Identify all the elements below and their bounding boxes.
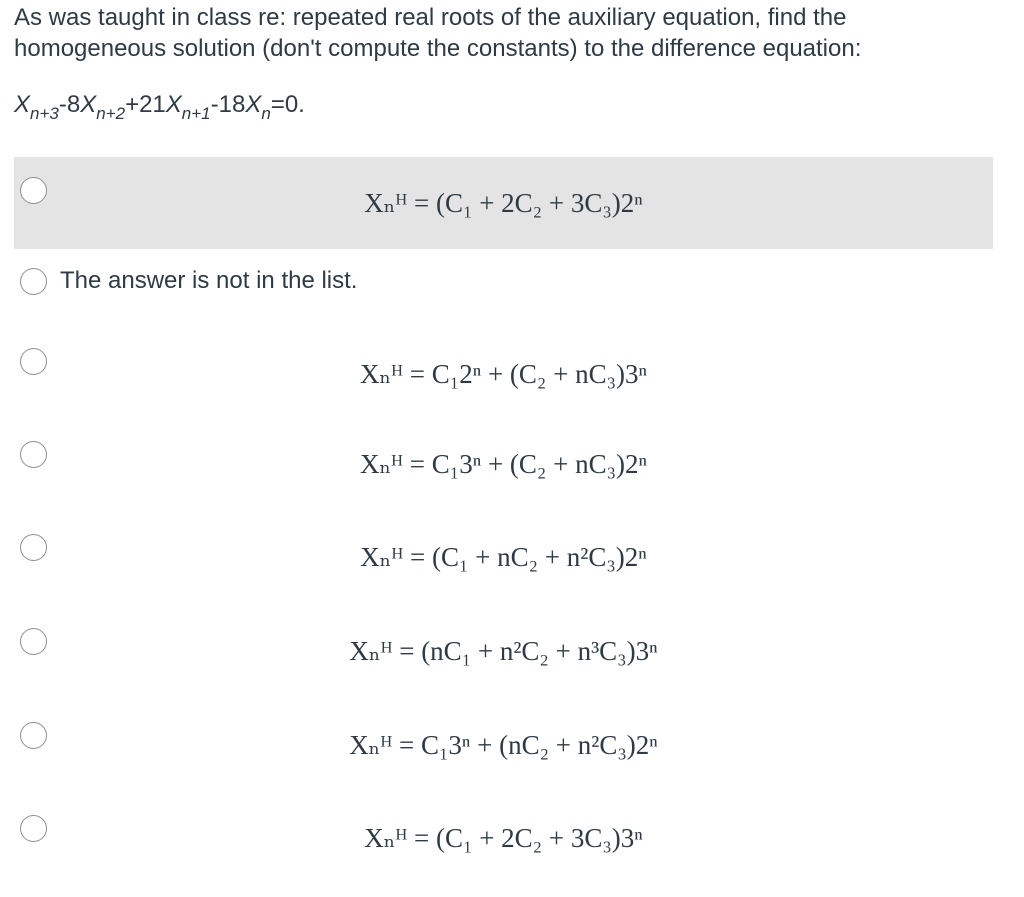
option-formula: Xₙᴴ = C₁2ⁿ + (C₂ + nC₃)3ⁿ xyxy=(359,359,647,389)
eq-term: X xyxy=(245,91,262,118)
option-formula: Xₙᴴ = C₁3ⁿ + (C₂ + nC₃)2ⁿ xyxy=(359,449,647,479)
answer-option-7[interactable] xyxy=(14,714,993,764)
difference-equation xyxy=(14,88,305,122)
eq-subscript: n+1 xyxy=(181,104,211,123)
eq-term: X xyxy=(165,91,182,118)
option-text: The answer is not in the list. xyxy=(60,267,358,294)
answer-option-2[interactable] xyxy=(14,262,993,302)
option-formula: Xₙᴴ = C₁3ⁿ + (nC₂ + n²C₃)2ⁿ xyxy=(349,730,658,760)
answer-option-8[interactable] xyxy=(14,807,993,857)
option-formula: Xₙᴴ = (C₁ + 2C₂ + 3C₃)2ⁿ xyxy=(364,188,643,218)
option-formula: Xₙᴴ = (C₁ + 2C₂ + 3C₃)3ⁿ xyxy=(364,823,643,853)
question-prompt: As was taught in class re: repeated real roots of the auxiliary equation, find the homogeneous solution (don't compute the constants) to the difference equation: xyxy=(14,4,862,62)
answer-option-5[interactable] xyxy=(14,526,993,576)
answer-option-3[interactable] xyxy=(14,340,993,390)
option-formula: Xₙᴴ = (nC₁ + n²C₂ + n³C₃)3ⁿ xyxy=(349,636,658,666)
answer-option-1[interactable] xyxy=(14,157,993,249)
option-formula: Xₙᴴ = (C₁ + nC₂ + n²C₃)2ⁿ xyxy=(360,542,647,572)
eq-operator: -8 xyxy=(58,91,81,118)
answer-option-4[interactable] xyxy=(14,433,993,483)
eq-subscript: n xyxy=(261,104,271,123)
eq-term: X xyxy=(14,91,31,118)
eq-operator: +21 xyxy=(125,91,166,118)
eq-operator: -18 xyxy=(210,91,246,118)
eq-subscript: n+3 xyxy=(30,104,59,123)
radio-button[interactable] xyxy=(20,268,47,295)
eq-term: X xyxy=(80,91,97,118)
eq-subscript: n+2 xyxy=(96,104,126,123)
answer-option-6[interactable] xyxy=(14,620,993,670)
eq-end: =0. xyxy=(270,91,305,118)
